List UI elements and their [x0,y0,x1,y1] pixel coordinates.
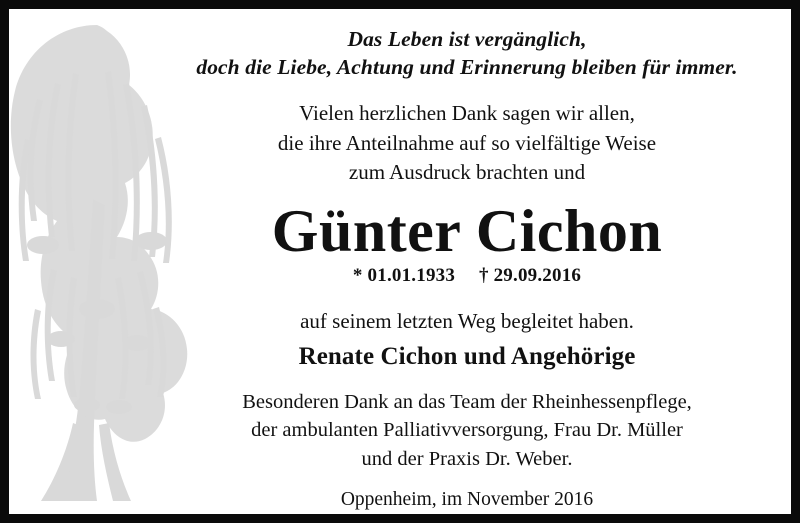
birth-date: * 01.01.1933 [352,265,456,287]
thanks-line-3: zum Ausdruck brachten und [348,160,586,185]
verse-line-2: doch die Liebe, Achtung und Erinnerung bleiben für immer. [196,55,738,80]
thanks-block [159,99,775,188]
family-signature: Renate Cichon und Angehörige [298,343,636,371]
verse-line-1: Das Leben ist vergänglich, [347,27,587,51]
thanks-line-1: Vielen herzlichen Dank sagen wir allen, [299,100,635,125]
accompanied-text: auf seinem letzten Weg begleitet haben. [300,309,634,334]
deceased-name: Günter Cichon [271,198,663,265]
special-thanks-block [159,388,775,473]
place-and-date: Oppenheim, im November 2016 [340,489,594,511]
thanks-line-2: die ihre Anteilnahme auf so vielfältige Weise [277,130,657,155]
life-dates [159,265,775,287]
special-thanks-line-3: und der Praxis Dr. Weber. [361,447,573,470]
special-thanks-line-1: Besonderen Dank an das Team der Rheinhessenpflege, [242,391,692,414]
obituary-inner [9,9,791,514]
verse-block [159,25,775,82]
obituary-content [159,9,775,514]
special-thanks-line-2: der ambulanten Palliativversorgung, Frau Dr. Müller [251,419,683,442]
death-date: † 29.09.2016 [478,265,582,287]
